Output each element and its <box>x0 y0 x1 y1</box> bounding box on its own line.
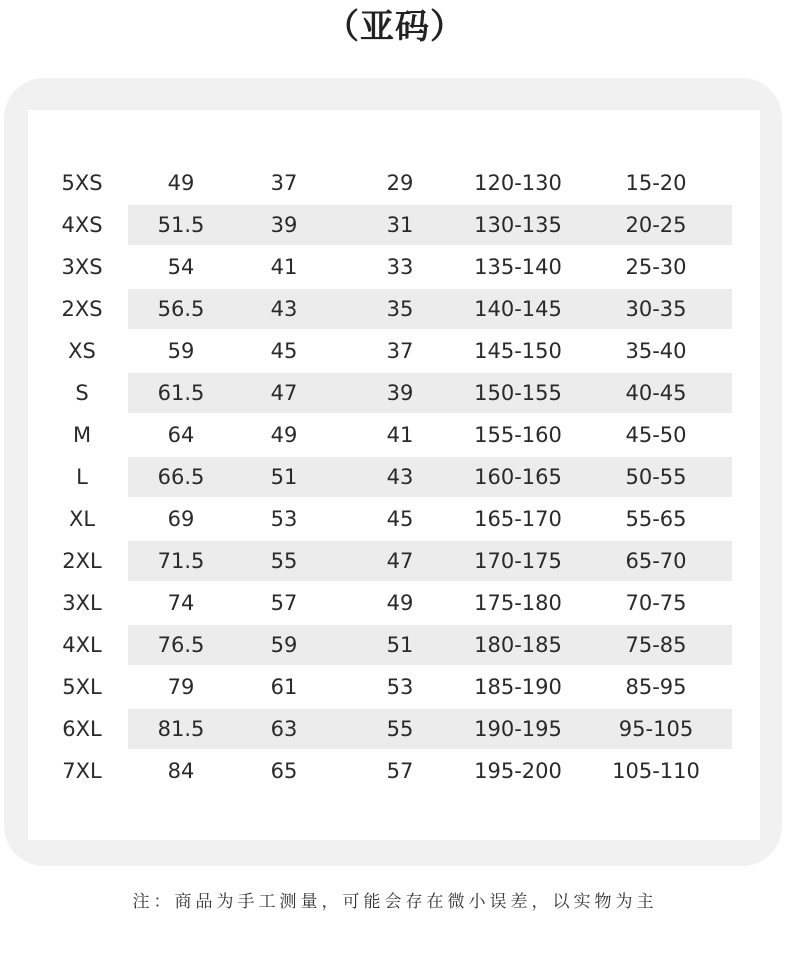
table-row <box>28 247 760 287</box>
table-row <box>28 541 760 581</box>
height-range-cell: 185-190 <box>474 675 562 699</box>
table-row <box>28 709 760 749</box>
value-cell: 39 <box>386 381 414 405</box>
table-row <box>28 667 760 707</box>
size-cell: 7XL <box>62 759 102 783</box>
weight-range-cell: 30-35 <box>625 297 687 321</box>
table-row <box>28 415 760 455</box>
value-cell: 57 <box>270 591 298 615</box>
weight-range-cell: 15-20 <box>625 171 687 195</box>
size-cell: S <box>75 381 89 405</box>
table-row <box>28 331 760 371</box>
weight-range-cell: 85-95 <box>625 675 687 699</box>
value-cell: 55 <box>270 549 298 573</box>
value-cell: 54 <box>167 255 195 279</box>
value-cell: 29 <box>386 171 414 195</box>
size-cell: 5XS <box>61 171 103 195</box>
size-table <box>28 110 760 840</box>
height-range-cell: 190-195 <box>474 717 562 741</box>
value-cell: 47 <box>270 381 298 405</box>
table-row <box>28 373 760 413</box>
table-row <box>28 751 760 791</box>
weight-range-cell: 45-50 <box>625 423 687 447</box>
value-cell: 76.5 <box>157 633 205 657</box>
size-cell: 2XL <box>62 549 102 573</box>
value-cell: 33 <box>386 255 414 279</box>
size-cell: 5XL <box>62 675 102 699</box>
value-cell: 59 <box>167 339 195 363</box>
value-cell: 51.5 <box>157 213 205 237</box>
size-cell: XL <box>68 507 96 531</box>
measurement-note: 注：商品为手工测量，可能会存在微小误差，以实物为主 <box>132 892 658 912</box>
value-cell: 79 <box>167 675 195 699</box>
height-range-cell: 175-180 <box>474 591 562 615</box>
size-cell: 4XS <box>61 213 103 237</box>
value-cell: 53 <box>270 507 298 531</box>
height-range-cell: 165-170 <box>474 507 562 531</box>
value-cell: 45 <box>270 339 298 363</box>
value-cell: 45 <box>386 507 414 531</box>
value-cell: 59 <box>270 633 298 657</box>
value-cell: 49 <box>270 423 298 447</box>
height-range-cell: 155-160 <box>474 423 562 447</box>
value-cell: 74 <box>167 591 195 615</box>
value-cell: 41 <box>270 255 298 279</box>
value-cell: 51 <box>270 465 298 489</box>
page-title: （亚码） <box>325 7 465 47</box>
value-cell: 43 <box>386 465 414 489</box>
size-cell: XS <box>68 339 96 363</box>
value-cell: 69 <box>167 507 195 531</box>
size-cell: 3XS <box>61 255 103 279</box>
weight-range-cell: 70-75 <box>625 591 687 615</box>
value-cell: 66.5 <box>157 465 205 489</box>
value-cell: 71.5 <box>157 549 205 573</box>
size-cell: 4XL <box>62 633 102 657</box>
weight-range-cell: 25-30 <box>625 255 687 279</box>
value-cell: 31 <box>386 213 414 237</box>
height-range-cell: 160-165 <box>474 465 562 489</box>
weight-range-cell: 50-55 <box>625 465 687 489</box>
height-range-cell: 195-200 <box>474 759 562 783</box>
table-row <box>28 457 760 497</box>
value-cell: 37 <box>386 339 414 363</box>
size-cell: 6XL <box>62 717 102 741</box>
value-cell: 61.5 <box>157 381 205 405</box>
weight-range-cell: 65-70 <box>625 549 687 573</box>
value-cell: 47 <box>386 549 414 573</box>
value-cell: 37 <box>270 171 298 195</box>
value-cell: 55 <box>386 717 414 741</box>
value-cell: 49 <box>167 171 195 195</box>
value-cell: 56.5 <box>157 297 205 321</box>
table-row <box>28 163 760 203</box>
weight-range-cell: 35-40 <box>625 339 687 363</box>
table-row <box>28 289 760 329</box>
value-cell: 61 <box>270 675 298 699</box>
table-row <box>28 205 760 245</box>
weight-range-cell: 105-110 <box>612 759 700 783</box>
weight-range-cell: 55-65 <box>625 507 687 531</box>
height-range-cell: 120-130 <box>474 171 562 195</box>
size-cell: L <box>76 465 88 489</box>
value-cell: 41 <box>386 423 414 447</box>
value-cell: 53 <box>386 675 414 699</box>
value-cell: 43 <box>270 297 298 321</box>
table-row <box>28 625 760 665</box>
height-range-cell: 140-145 <box>474 297 562 321</box>
value-cell: 65 <box>270 759 298 783</box>
weight-range-cell: 75-85 <box>625 633 687 657</box>
height-range-cell: 150-155 <box>474 381 562 405</box>
weight-range-cell: 95-105 <box>618 717 694 741</box>
size-cell: M <box>72 423 92 447</box>
height-range-cell: 145-150 <box>474 339 562 363</box>
size-cell: 3XL <box>62 591 102 615</box>
value-cell: 64 <box>167 423 195 447</box>
height-range-cell: 180-185 <box>474 633 562 657</box>
height-range-cell: 130-135 <box>474 213 562 237</box>
size-cell: 2XS <box>61 297 103 321</box>
value-cell: 63 <box>270 717 298 741</box>
weight-range-cell: 40-45 <box>625 381 687 405</box>
table-row <box>28 583 760 623</box>
value-cell: 81.5 <box>157 717 205 741</box>
value-cell: 35 <box>386 297 414 321</box>
value-cell: 49 <box>386 591 414 615</box>
value-cell: 84 <box>167 759 195 783</box>
height-range-cell: 135-140 <box>474 255 562 279</box>
weight-range-cell: 20-25 <box>625 213 687 237</box>
value-cell: 57 <box>386 759 414 783</box>
value-cell: 51 <box>386 633 414 657</box>
table-row <box>28 499 760 539</box>
height-range-cell: 170-175 <box>474 549 562 573</box>
value-cell: 39 <box>270 213 298 237</box>
